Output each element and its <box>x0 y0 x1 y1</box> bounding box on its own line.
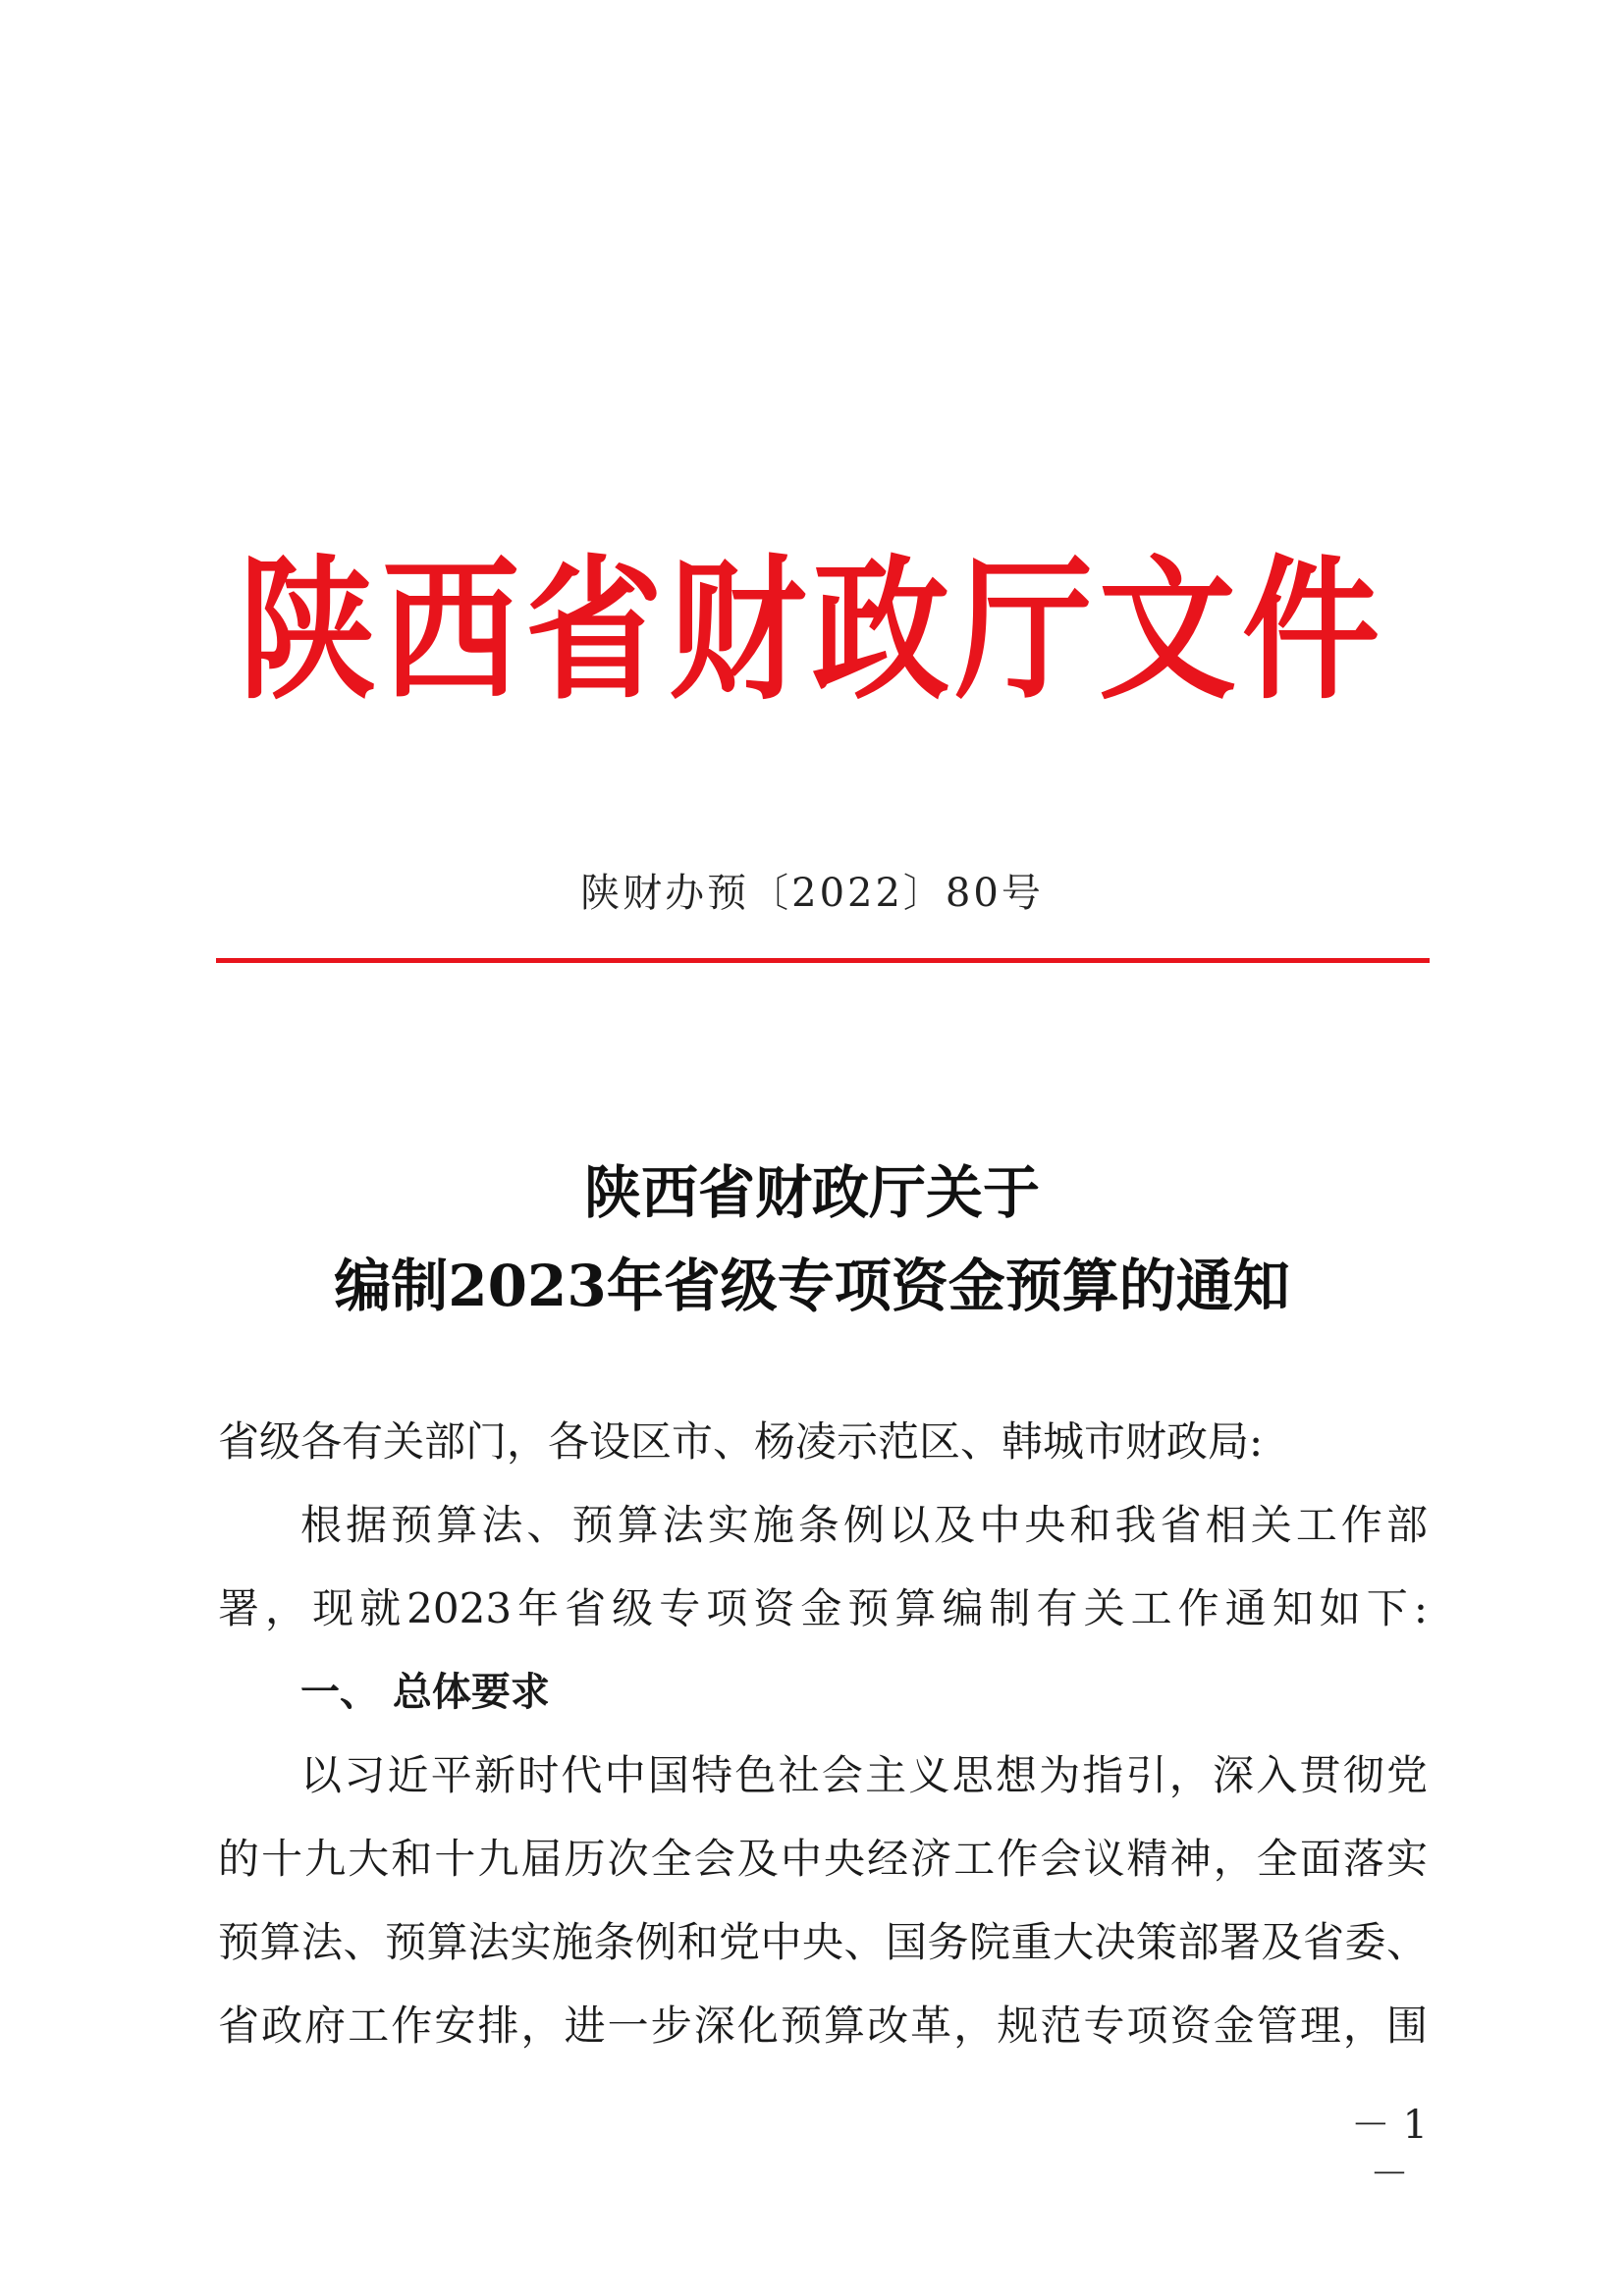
paragraph-2-line-4: 省政府工作安排，进一步深化预算改革，规范专项资金管理，围 <box>218 2002 1428 2050</box>
page-number: － 1 － <box>1350 2103 1429 2197</box>
paragraph-2-line-1: 以习近平新时代中国特色社会主义思想为指引，深入贯彻党 <box>300 1751 1428 1799</box>
document-masthead: 陕西省财政厅文件 <box>238 542 1385 721</box>
paragraph-2-line-2: 的十九大和十九届历次全会及中央经济工作会议精神，全面落实 <box>218 1835 1428 1883</box>
section-heading-1: 一、 总体要求 <box>300 1670 550 1715</box>
notice-title-line-1: 陕西省财政厅关于 <box>583 1159 1040 1226</box>
paragraph-1-line-2: 署，现就2023年省级专项资金预算编制有关工作通知如下: <box>218 1584 1428 1632</box>
document-number: 陕财办预〔2022〕80号 <box>580 871 1044 916</box>
salutation: 省级各有关部门，各设区市、杨凌示范区、韩城市财政局: <box>218 1417 1264 1466</box>
red-divider-line <box>216 958 1430 963</box>
paragraph-1-line-1: 根据预算法、预算法实施条例以及中央和我省相关工作部 <box>300 1501 1428 1549</box>
notice-title-line-2: 编制2023年省级专项资金预算的通知 <box>334 1253 1290 1319</box>
paragraph-2-line-3: 预算法、预算法实施条例和党中央、国务院重大决策部署及省委、 <box>218 1918 1428 1966</box>
